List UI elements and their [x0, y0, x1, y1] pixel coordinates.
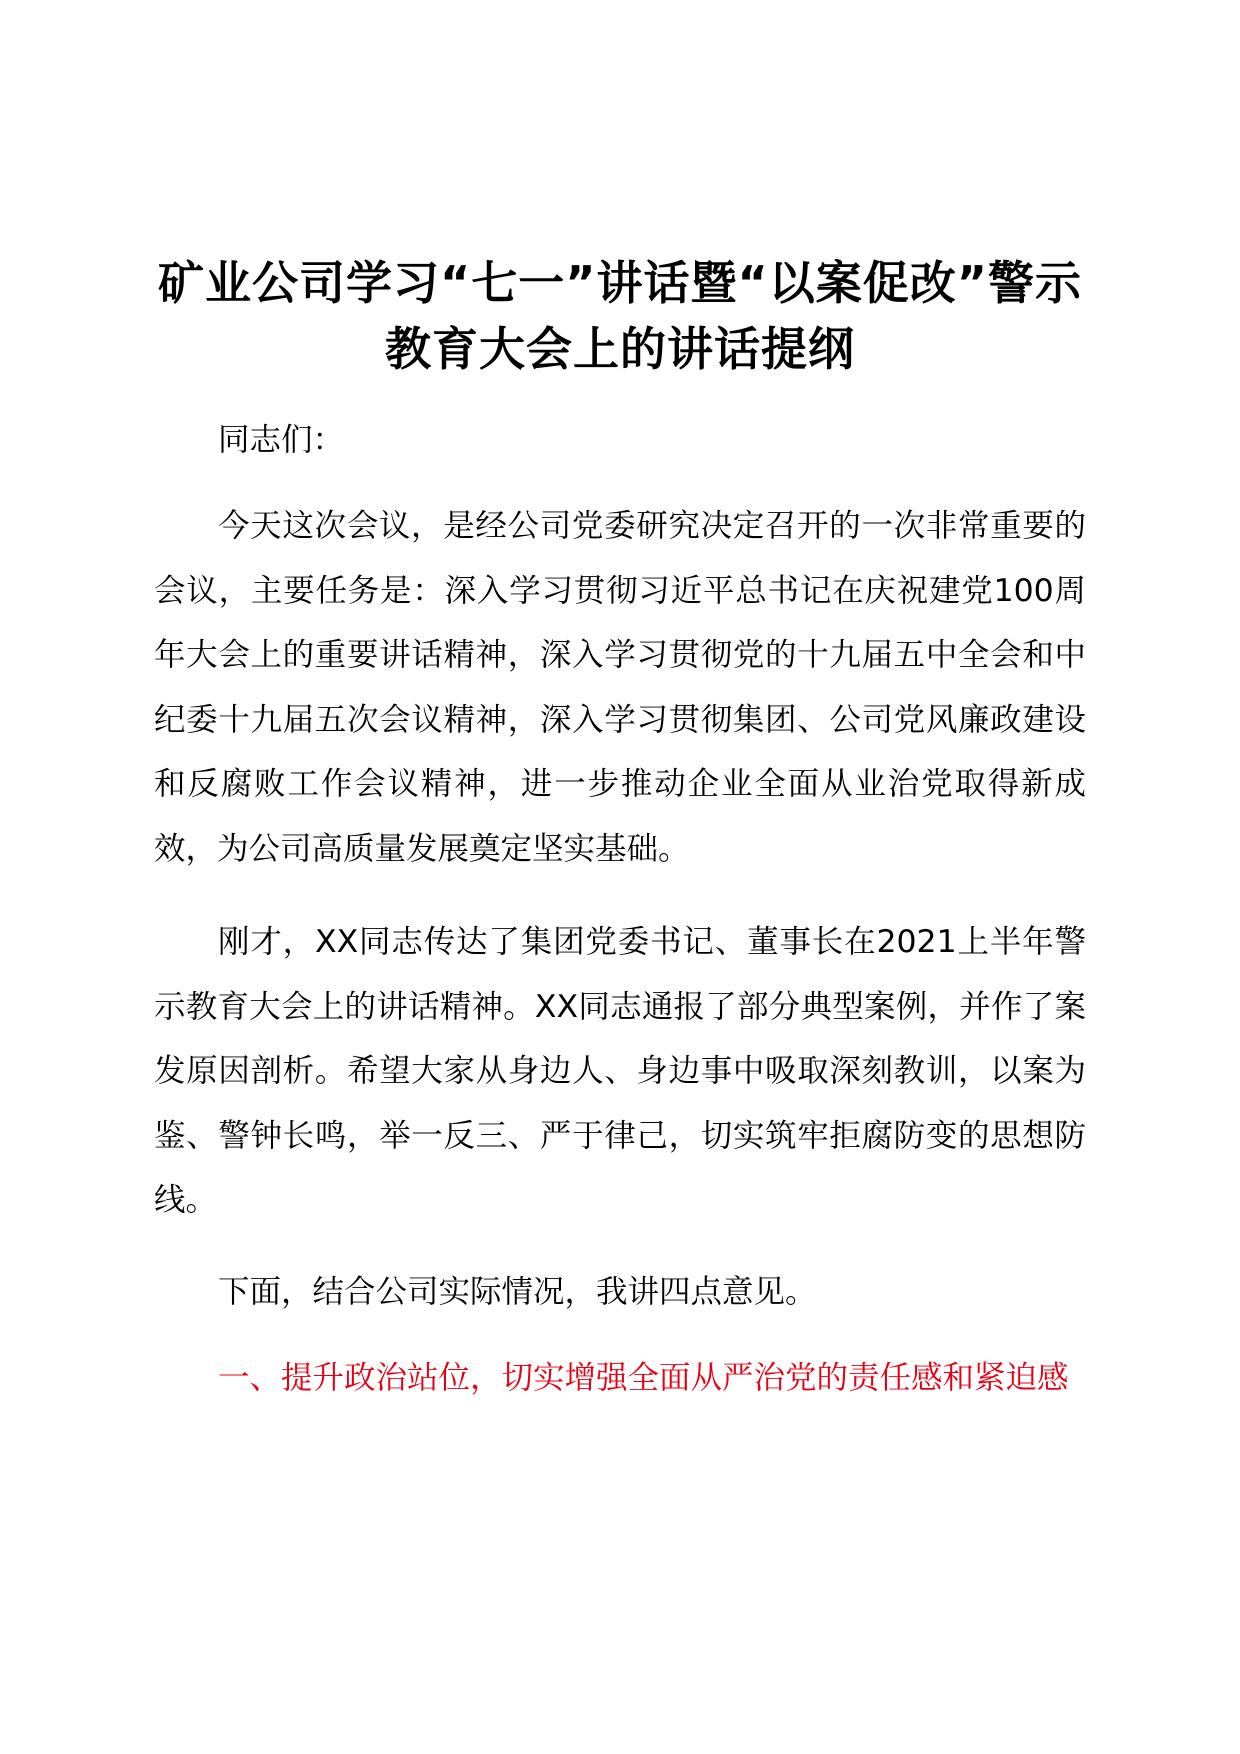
document-title: 矿业公司学习“七一”讲话暨“以案促改”警示教育大会上的讲话提纲	[158, 256, 1082, 376]
paragraph-four-points: 下面，结合公司实际情况，我讲四点意见。	[218, 1274, 817, 1310]
section-heading-one: 一、提升政治站位，切实增强全面从严治党的责任感和紧迫感	[218, 1360, 1069, 1396]
salutation: 同志们：	[218, 422, 345, 458]
paragraph-case-briefing: 刚才，XX同志传达了集团党委书记、董事长在2021上半年警示教育大会上的讲话精神。XX同志通报了部分典型案例，并作了案发原因剖析。希望大家从身边人、身边事中吸取深刻教训，以案为鉴、警钟长鸣，举一反三、严于律己，切实筑牢拒腐防变的思想防线。	[154, 924, 1086, 1218]
paragraph-meeting-purpose: 今天这次会议，是经公司党委研究决定召开的一次非常重要的会议，主要任务是：深入学习贯彻习近平总书记在庆祝建党100周年大会上的重要讲话精神，深入学习贯彻党的十九届五中全会和中纪委十九届五次会议精神，深入学习贯彻集团、公司党风廉政建设和反腐败工作会议精神，进一步推动企业全面从业治党取得新成效，为公司高质量发展奠定坚实基础。	[154, 508, 1086, 867]
